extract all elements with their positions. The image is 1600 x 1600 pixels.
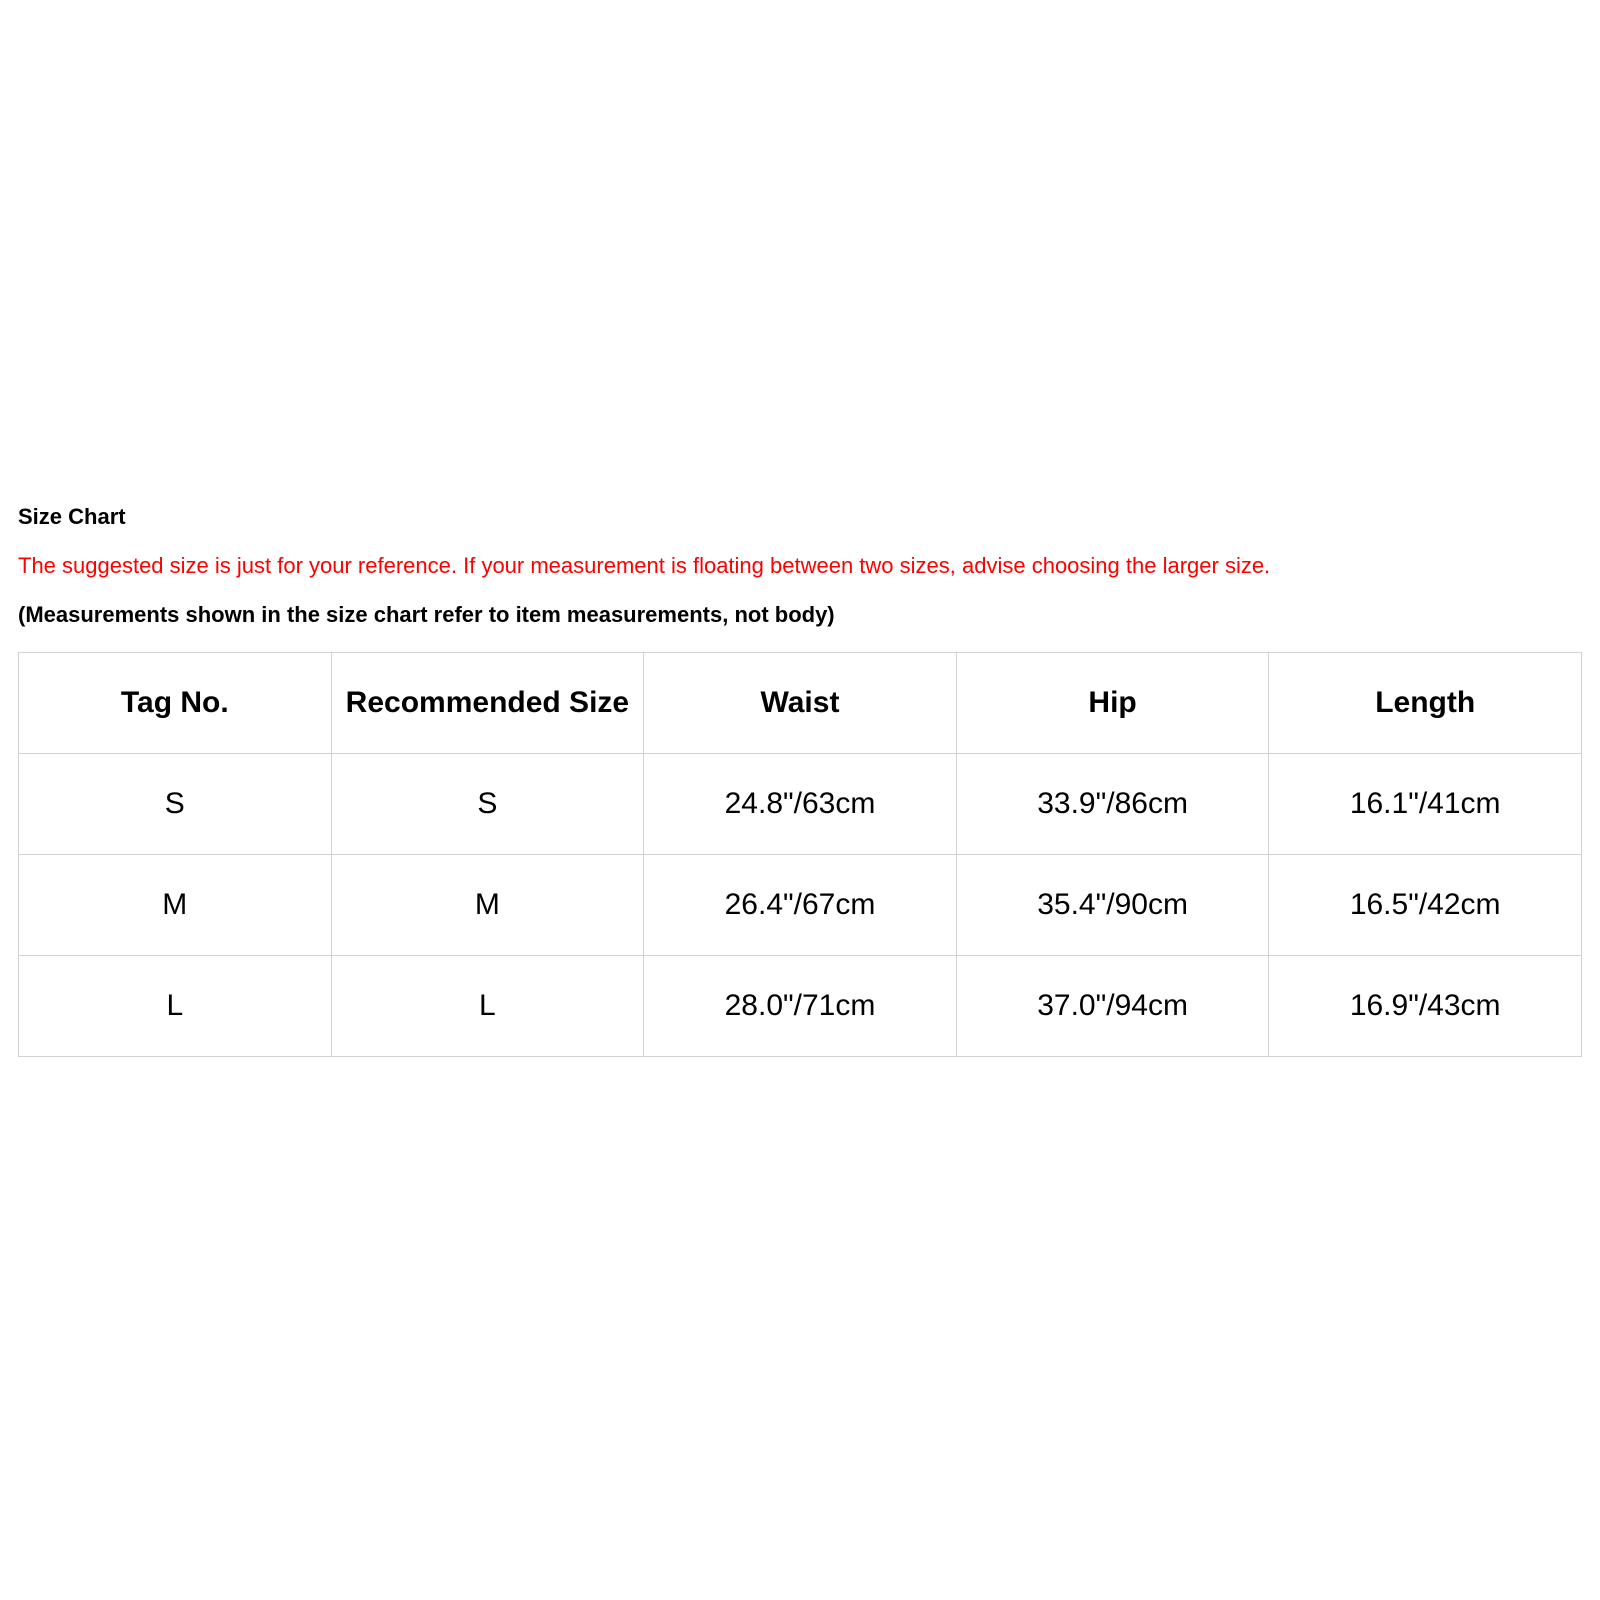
measurement-note: (Measurements shown in the size chart refer to item measurements, not body) xyxy=(18,602,835,627)
cell-hip: 35.4"/90cm xyxy=(956,855,1269,956)
cell-tag-no: S xyxy=(19,754,332,855)
column-header-length: Length xyxy=(1269,653,1582,754)
cell-tag-no: M xyxy=(19,855,332,956)
cell-length: 16.1"/41cm xyxy=(1269,754,1582,855)
cell-waist: 28.0"/71cm xyxy=(644,956,957,1057)
cell-tag-no: L xyxy=(19,956,332,1057)
cell-length: 16.9"/43cm xyxy=(1269,956,1582,1057)
size-chart-document xyxy=(18,500,1582,1057)
page-title: Size Chart xyxy=(18,504,126,529)
table-row xyxy=(19,855,1582,956)
column-header-tag-no: Tag No. xyxy=(19,653,332,754)
size-table xyxy=(18,652,1582,1057)
cell-recommended-size: S xyxy=(331,754,644,855)
column-header-recommended-size: Recommended Size xyxy=(331,653,644,754)
column-header-hip: Hip xyxy=(956,653,1269,754)
cell-waist: 24.8"/63cm xyxy=(644,754,957,855)
column-header-waist: Waist xyxy=(644,653,957,754)
table-header-row xyxy=(19,653,1582,754)
cell-waist: 26.4"/67cm xyxy=(644,855,957,956)
cell-hip: 37.0"/94cm xyxy=(956,956,1269,1057)
cell-length: 16.5"/42cm xyxy=(1269,855,1582,956)
cell-recommended-size: M xyxy=(331,855,644,956)
cell-recommended-size: L xyxy=(331,956,644,1057)
size-advice-notice: The suggested size is just for your reference. If your measurement is floating between two sizes, advise choosing the larger size. xyxy=(18,553,1271,578)
table-row xyxy=(19,754,1582,855)
cell-hip: 33.9"/86cm xyxy=(956,754,1269,855)
table-row xyxy=(19,956,1582,1057)
